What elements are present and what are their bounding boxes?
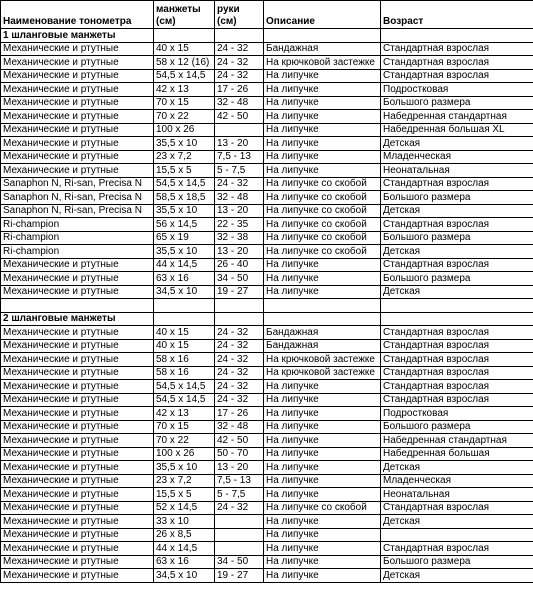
cell-model: Механические и ртутные [1,164,154,178]
table-row [1,461,533,475]
cell-cuff-size: 35,5 x 10 [154,245,215,259]
empty-cell [264,299,381,313]
empty-cell [215,312,264,326]
cell-model: Механические и ртутные [1,569,154,583]
cell-model: Механические и ртутные [1,501,154,515]
cell-description: На липучке со скобой [264,231,381,245]
cell-cuff-size: 58,5 x 18,5 [154,191,215,205]
table-row [1,339,533,353]
cell-model: Механические и ртутные [1,285,154,299]
cell-description: На липучке [264,528,381,542]
header-description: Описание [264,1,381,29]
cell-description: На липучке [264,150,381,164]
cell-age: Стандартная взрослая [381,177,533,191]
cell-cuff-size: 35,5 x 10 [154,204,215,218]
cell-age: Большого размера [381,272,533,286]
cell-cuff-size: 42 x 13 [154,83,215,97]
table-row [1,420,533,434]
cell-arm-size: 7,5 - 13 [215,150,264,164]
cell-age: Детская [381,461,533,475]
cell-arm-size: 24 - 32 [215,380,264,394]
cell-model: Механические и ртутные [1,528,154,542]
cell-arm-size: 22 - 35 [215,218,264,232]
cell-model: Механические и ртутные [1,96,154,110]
table-row [1,204,533,218]
cell-arm-size: 24 - 32 [215,339,264,353]
cell-description: На липучке [264,96,381,110]
cell-cuff-size: 63 x 16 [154,272,215,286]
table-row [1,488,533,502]
cell-model: Механические и ртутные [1,326,154,340]
cell-cuff-size: 54,5 x 14,5 [154,393,215,407]
cell-arm-size: 32 - 38 [215,231,264,245]
cell-description: На липучке [264,285,381,299]
cell-cuff-size: 40 x 15 [154,42,215,56]
cell-cuff-size: 23 x 7,2 [154,474,215,488]
cell-arm-size [215,515,264,529]
cell-age: Детская [381,137,533,151]
cell-cuff-size: 65 x 19 [154,231,215,245]
cell-arm-size [215,528,264,542]
cell-arm-size: 24 - 32 [215,393,264,407]
header-row [1,1,533,29]
empty-cell [154,299,215,313]
cell-description: На крючковой застежке [264,353,381,367]
cell-cuff-size: 23 x 7,2 [154,150,215,164]
table-row [1,380,533,394]
cell-cuff-size: 42 x 13 [154,407,215,421]
cell-age: Детская [381,569,533,583]
cell-age: Детская [381,515,533,529]
cell-arm-size: 24 - 32 [215,366,264,380]
empty-cell [381,29,533,43]
cell-age: Неонатальная [381,488,533,502]
cell-age: Стандартная взрослая [381,56,533,70]
cell-description: На липучке [264,555,381,569]
cell-model: Механические и ртутные [1,137,154,151]
cell-model: Механические и ртутные [1,461,154,475]
table-row [1,555,533,569]
cell-description: На липучке [264,407,381,421]
cell-arm-size [215,123,264,137]
table-row [1,272,533,286]
empty-cell [154,29,215,43]
cell-model: Механические и ртутные [1,83,154,97]
table-row [1,69,533,83]
cell-cuff-size: 70 x 15 [154,420,215,434]
empty-cell [381,299,533,313]
table-row [1,191,533,205]
cell-arm-size: 32 - 48 [215,191,264,205]
cell-cuff-size: 33 x 10 [154,515,215,529]
cell-age: Стандартная взрослая [381,326,533,340]
cell-description: На липучке [264,474,381,488]
cell-cuff-size: 44 x 14,5 [154,542,215,556]
cell-description: На липучке со скобой [264,501,381,515]
cell-model: Механические и ртутные [1,420,154,434]
table-row [1,501,533,515]
cell-arm-size: 17 - 26 [215,83,264,97]
table-row [1,515,533,529]
section-title: 2 шланговые манжеты [1,312,154,326]
section-title-row [1,312,533,326]
table-row [1,434,533,448]
cell-cuff-size: 63 x 16 [154,555,215,569]
cell-age: Младенческая [381,150,533,164]
cell-age: Стандартная взрослая [381,366,533,380]
cell-description: На липучке [264,569,381,583]
cell-description: Бандажная [264,42,381,56]
table-row [1,353,533,367]
cell-age [381,528,533,542]
cell-model: Механические и ртутные [1,488,154,502]
cell-description: На липучке [264,488,381,502]
cell-model: Механические и ртутные [1,353,154,367]
table-row [1,83,533,97]
cell-age: Подростковая [381,83,533,97]
cell-cuff-size: 54,5 x 14,5 [154,69,215,83]
empty-cell [1,299,154,313]
cell-model: Механические и ртутные [1,542,154,556]
cell-description: На липучке [264,69,381,83]
cell-cuff-size: 15,5 x 5 [154,164,215,178]
cell-arm-size: 24 - 32 [215,353,264,367]
cell-age: Стандартная взрослая [381,42,533,56]
cell-description: На липучке [264,461,381,475]
cell-model: Механические и ртутные [1,110,154,124]
cell-cuff-size: 58 x 12 (16) [154,56,215,70]
cell-arm-size: 24 - 32 [215,69,264,83]
cell-description: На липучке [264,137,381,151]
cell-age: Стандартная взрослая [381,501,533,515]
cell-age: Стандартная взрослая [381,218,533,232]
cell-description: На липучке [264,393,381,407]
cell-description: На липучке [264,447,381,461]
cell-cuff-size: 34,5 x 10 [154,285,215,299]
cell-description: На липучке со скобой [264,245,381,259]
table-row [1,218,533,232]
cell-model: Механические и ртутные [1,474,154,488]
cell-arm-size: 24 - 32 [215,501,264,515]
cell-cuff-size: 40 x 15 [154,339,215,353]
cell-cuff-size: 70 x 22 [154,110,215,124]
cell-arm-size: 42 - 50 [215,110,264,124]
cell-cuff-size: 54,5 x 14,5 [154,177,215,191]
section-title-row [1,29,533,43]
cell-cuff-size: 58 x 16 [154,366,215,380]
cell-model: Механические и ртутные [1,434,154,448]
cell-cuff-size: 54,5 x 14,5 [154,380,215,394]
cell-age: Подростковая [381,407,533,421]
cell-age: Набедренная стандартная [381,110,533,124]
table-body [1,29,533,583]
cell-model: Механические и ртутные [1,56,154,70]
cell-cuff-size: 44 x 14,5 [154,258,215,272]
cell-arm-size: 34 - 50 [215,272,264,286]
cell-model: Ri-champion [1,218,154,232]
cell-description: На липучке [264,420,381,434]
cell-cuff-size: 100 x 26 [154,123,215,137]
cell-model: Ri-champion [1,231,154,245]
cell-description: На липучке со скобой [264,204,381,218]
cell-arm-size: 24 - 32 [215,42,264,56]
table-row [1,326,533,340]
cell-cuff-size: 15,5 x 5 [154,488,215,502]
cell-age: Стандартная взрослая [381,542,533,556]
empty-cell [215,29,264,43]
cell-model: Ri-champion [1,245,154,259]
cell-model: Механические и ртутные [1,123,154,137]
cell-model: Механические и ртутные [1,393,154,407]
cell-age: Стандартная взрослая [381,380,533,394]
cell-cuff-size: 35,5 x 10 [154,461,215,475]
cell-model: Механические и ртутные [1,272,154,286]
cell-cuff-size: 40 x 15 [154,326,215,340]
cell-arm-size: 34 - 50 [215,555,264,569]
header-model: Наименование тонометра [1,1,154,29]
cell-age: Набедренная большая XL [381,123,533,137]
cell-description: На липучке [264,258,381,272]
table-row [1,96,533,110]
cell-description: На крючковой застежке [264,56,381,70]
cell-description: На липучке [264,272,381,286]
cell-age: Детская [381,204,533,218]
table-row [1,447,533,461]
table-row [1,245,533,259]
cell-arm-size: 19 - 27 [215,285,264,299]
cell-description: На липучке [264,542,381,556]
table-row [1,542,533,556]
cell-age: Младенческая [381,474,533,488]
cell-age: Детская [381,285,533,299]
cell-model: Механические и ртутные [1,258,154,272]
cell-arm-size: 7,5 - 13 [215,474,264,488]
cell-arm-size: 13 - 20 [215,137,264,151]
cell-arm-size: 19 - 27 [215,569,264,583]
table-row [1,474,533,488]
cell-arm-size: 24 - 32 [215,56,264,70]
cell-age: Стандартная взрослая [381,258,533,272]
cell-arm-size: 26 - 40 [215,258,264,272]
cell-cuff-size: 70 x 22 [154,434,215,448]
spacer-row [1,299,533,313]
cell-arm-size: 42 - 50 [215,434,264,448]
table-row [1,407,533,421]
cell-cuff-size: 58 x 16 [154,353,215,367]
empty-cell [154,312,215,326]
cell-age: Стандартная взрослая [381,353,533,367]
cell-description: На крючковой застежке [264,366,381,380]
section-title: 1 шланговые манжеты [1,29,154,43]
cell-age: Детская [381,245,533,259]
cell-model: Механические и ртутные [1,42,154,56]
table-header [1,1,533,29]
cell-arm-size: 5 - 7,5 [215,164,264,178]
cell-description: На липучке [264,164,381,178]
empty-cell [264,29,381,43]
empty-cell [264,312,381,326]
cell-model: Механические и ртутные [1,555,154,569]
cell-model: Механические и ртутные [1,150,154,164]
cell-arm-size: 13 - 20 [215,461,264,475]
cell-description: На липучке [264,515,381,529]
cell-model: Механические и ртутные [1,447,154,461]
cell-arm-size: 17 - 26 [215,407,264,421]
empty-cell [215,299,264,313]
cell-description: На липучке со скобой [264,177,381,191]
table-row [1,569,533,583]
cell-model: Механические и ртутные [1,69,154,83]
cell-age: Большого размера [381,191,533,205]
cell-description: На липучке со скобой [264,218,381,232]
cell-description: Бандажная [264,339,381,353]
cell-description: На липучке [264,380,381,394]
cell-cuff-size: 70 x 15 [154,96,215,110]
table-row [1,123,533,137]
cell-cuff-size: 100 x 26 [154,447,215,461]
cell-arm-size: 5 - 7,5 [215,488,264,502]
cell-arm-size: 13 - 20 [215,245,264,259]
cell-arm-size: 13 - 20 [215,204,264,218]
cell-age: Набедренная стандартная [381,434,533,448]
cell-cuff-size: 52 x 14,5 [154,501,215,515]
cell-cuff-size: 34,5 x 10 [154,569,215,583]
cell-model: Механические и ртутные [1,407,154,421]
table-row [1,393,533,407]
cell-arm-size [215,542,264,556]
cell-arm-size: 32 - 48 [215,96,264,110]
cell-cuff-size: 26 x 8,5 [154,528,215,542]
cell-description: На липучке [264,123,381,137]
empty-cell [381,312,533,326]
table-row [1,231,533,245]
cell-model: Sanaphon N, Ri-san, Precisa N [1,191,154,205]
cell-age: Большого размера [381,96,533,110]
table-row [1,528,533,542]
table-row [1,150,533,164]
cell-cuff-size: 35,5 x 10 [154,137,215,151]
cell-arm-size: 50 - 70 [215,447,264,461]
table-row [1,137,533,151]
cell-age: Большого размера [381,555,533,569]
cell-model: Механические и ртутные [1,380,154,394]
cell-model: Sanaphon N, Ri-san, Precisa N [1,204,154,218]
cell-age: Неонатальная [381,164,533,178]
cell-age: Большого размера [381,231,533,245]
cell-description: Бандажная [264,326,381,340]
cell-cuff-size: 56 x 14,5 [154,218,215,232]
cell-arm-size: 24 - 32 [215,326,264,340]
cell-age: Большого размера [381,420,533,434]
table-row [1,56,533,70]
cell-arm-size: 24 - 32 [215,177,264,191]
table-row [1,366,533,380]
cell-age: Набедренная большая [381,447,533,461]
cell-arm-size: 32 - 48 [215,420,264,434]
cell-age: Стандартная взрослая [381,69,533,83]
header-cuff-size: манжеты (см) [154,1,215,29]
table-row [1,177,533,191]
header-arm-size: руки (см) [215,1,264,29]
table-row [1,258,533,272]
header-age: Возраст [381,1,533,29]
cell-model: Механические и ртутные [1,515,154,529]
cell-description: На липучке со скобой [264,191,381,205]
cell-description: На липучке [264,434,381,448]
table-row [1,285,533,299]
cell-description: На липучке [264,110,381,124]
table-row [1,164,533,178]
cell-model: Механические и ртутные [1,339,154,353]
table-row [1,110,533,124]
cell-model: Sanaphon N, Ri-san, Precisa N [1,177,154,191]
cell-description: На липучке [264,83,381,97]
cell-model: Механические и ртутные [1,366,154,380]
cell-age: Стандартная взрослая [381,339,533,353]
cell-age: Стандартная взрослая [381,393,533,407]
table-row [1,42,533,56]
